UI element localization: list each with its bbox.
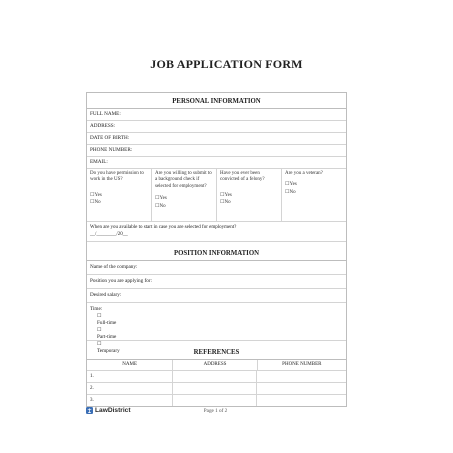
- references-header-row: [87, 360, 346, 371]
- position-applied-field[interactable]: Position you are applying for:: [87, 275, 346, 289]
- position-section-heading: POSITION INFORMATION: [87, 248, 346, 261]
- checkbox-icon: ☐: [220, 200, 225, 206]
- email-field[interactable]: EMAIL:: [87, 157, 346, 169]
- checkbox-icon: ☐: [220, 192, 225, 198]
- full-name-field[interactable]: FULL NAME:: [87, 109, 346, 121]
- address-field[interactable]: ADDRESS:: [87, 121, 346, 133]
- column-phone-number: PHONE NUMBER: [282, 362, 322, 367]
- table-row[interactable]: 2.: [87, 383, 346, 395]
- time-label: Time:: [90, 306, 103, 312]
- availability-date-blank[interactable]: __/________/20__: [90, 232, 128, 237]
- references-section-heading: REFERENCES: [87, 347, 346, 360]
- availability-field[interactable]: [87, 222, 346, 242]
- form-title: JOB APPLICATION FORM: [150, 57, 303, 71]
- checkbox-icon: ☐: [285, 189, 290, 195]
- table-row[interactable]: 3.: [87, 395, 346, 406]
- option-no[interactable]: ☐No: [285, 189, 296, 195]
- phone-number-field[interactable]: PHONE NUMBER:: [87, 145, 346, 157]
- personal-section-heading: PERSONAL INFORMATION: [87, 96, 346, 109]
- checkbox-icon: ☐: [155, 203, 160, 209]
- checkbox-icon: ☐: [90, 192, 95, 198]
- question-text: Do you have permission to work in the US?: [90, 171, 144, 183]
- question-text: Have you ever been convicted of a felony?: [220, 171, 265, 183]
- desired-salary-field[interactable]: Desired salary:: [87, 289, 346, 303]
- availability-question: When are you available to start in case you are selected for employment?: [90, 225, 237, 230]
- application-form: [86, 92, 347, 407]
- column-address: ADDRESS: [173, 360, 257, 370]
- option-yes[interactable]: ☐Yes: [90, 192, 102, 198]
- question-felony: [217, 169, 282, 221]
- option-yes[interactable]: ☐Yes: [285, 182, 297, 188]
- option-no[interactable]: ☐No: [90, 200, 101, 206]
- option-no[interactable]: ☐No: [155, 203, 166, 209]
- question-background-check: [152, 169, 217, 221]
- checkbox-icon: ☐: [97, 341, 102, 347]
- table-row[interactable]: 1.: [87, 371, 346, 383]
- question-text: Are you willing to submit to a background check if selected for employment?: [155, 171, 212, 189]
- date-of-birth-field[interactable]: DATE OF BIRTH:: [87, 133, 346, 145]
- checkbox-icon: ☐: [155, 196, 160, 202]
- company-name-field[interactable]: Name of the company:: [87, 261, 346, 275]
- eligibility-questions: [87, 169, 346, 222]
- question-work-permission: [87, 169, 152, 221]
- option-part-time[interactable]: ☐ Part-time: [90, 327, 343, 341]
- page-footer: [86, 406, 345, 418]
- option-no[interactable]: ☐No: [220, 200, 231, 206]
- option-full-time[interactable]: ☐ Full-time: [90, 313, 343, 327]
- checkbox-icon: ☐: [97, 313, 102, 319]
- option-yes[interactable]: ☐Yes: [155, 196, 167, 202]
- column-name: NAME: [87, 360, 173, 370]
- brand-name: LawDistrict: [95, 407, 131, 414]
- checkbox-icon: ☐: [90, 200, 95, 206]
- checkbox-icon: ☐: [97, 327, 102, 333]
- question-veteran: [282, 169, 346, 221]
- question-text: Are you a veteran?: [285, 171, 323, 176]
- option-temporary[interactable]: ☐ Temporary: [90, 341, 343, 355]
- page-number: Page 1 of 2: [203, 408, 228, 414]
- option-yes[interactable]: ☐Yes: [220, 192, 232, 198]
- checkbox-icon: ☐: [285, 182, 290, 188]
